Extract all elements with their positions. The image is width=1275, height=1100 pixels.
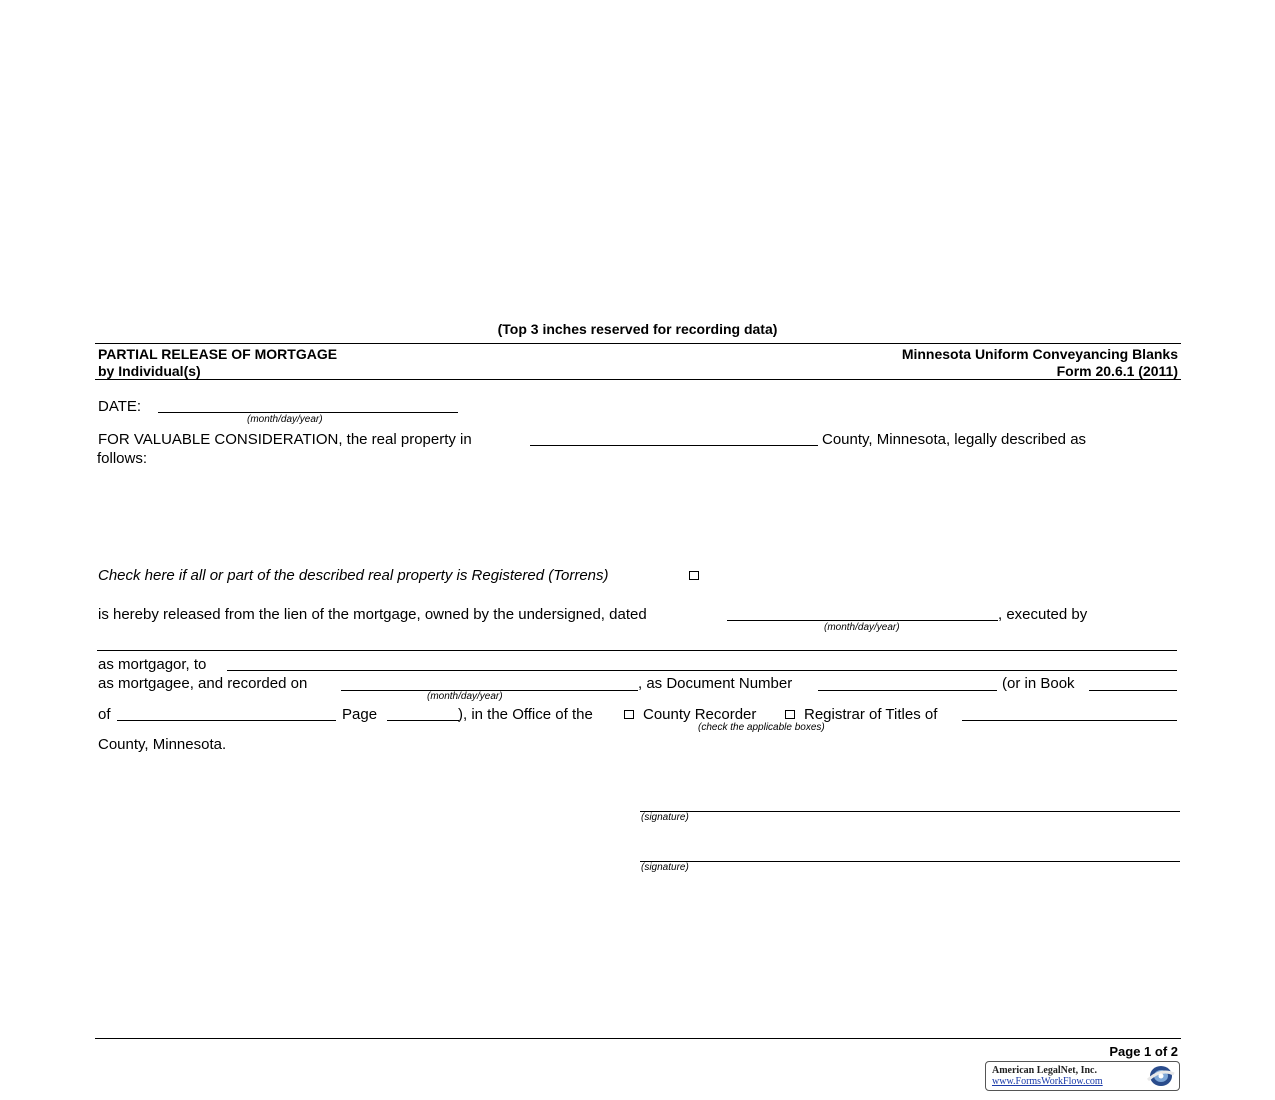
document-number-field[interactable]	[818, 690, 997, 691]
page-number: Page 1 of 2	[1109, 1044, 1178, 1059]
page-label: Page	[342, 706, 378, 723]
date-hint: (month/day/year)	[247, 414, 323, 425]
torrens-text: Check here if all or part of the described real property is Registered (Torrens)	[98, 567, 609, 584]
mortgagee-label: as mortgagee, and recorded on	[98, 675, 308, 692]
county-field[interactable]	[530, 445, 818, 446]
registrar-checkbox[interactable]	[785, 710, 795, 719]
executed-by-text: , executed by	[998, 606, 1088, 623]
book-label: (or in Book	[1002, 675, 1075, 692]
registrar-county-field[interactable]	[962, 720, 1177, 721]
mortgage-date-field[interactable]	[727, 620, 998, 621]
consideration-follows: follows:	[97, 450, 148, 467]
registrar-label: Registrar of Titles of	[804, 706, 938, 723]
consideration-county-text: County, Minnesota, legally described as	[822, 431, 1087, 448]
header-top-rule	[95, 343, 1181, 344]
form-title: PARTIAL RELEASE OF MORTGAGE	[98, 346, 338, 362]
county-minnesota-text: County, Minnesota.	[98, 736, 227, 753]
logo-url-link[interactable]: www.FormsWorkFlow.com	[992, 1076, 1103, 1087]
office-text: ), in the Office of the	[458, 706, 593, 723]
mortgage-date-hint: (month/day/year)	[824, 622, 900, 633]
torrens-checkbox[interactable]	[689, 571, 699, 580]
globe-icon	[1145, 1064, 1175, 1088]
document-number-label: , as Document Number	[638, 675, 793, 692]
header-bottom-rule	[95, 379, 1181, 380]
footer-rule	[95, 1038, 1181, 1039]
recorded-date-hint: (month/day/year)	[427, 691, 503, 702]
date-label: DATE:	[98, 398, 142, 415]
signature-line-2[interactable]	[640, 861, 1180, 862]
form-number: Form 20.6.1 (2011)	[1056, 363, 1178, 379]
signature-hint-1: (signature)	[641, 812, 689, 823]
of-label: of	[98, 706, 111, 723]
date-field[interactable]	[158, 412, 458, 413]
mortgagor-label: as mortgagor, to	[98, 656, 207, 673]
signature-hint-2: (signature)	[641, 862, 689, 873]
book-field[interactable]	[1089, 690, 1177, 691]
page-field[interactable]	[387, 720, 459, 721]
county-recorder-label: County Recorder	[643, 706, 757, 723]
check-boxes-hint: (check the applicable boxes)	[698, 722, 825, 733]
forms-workflow-logo[interactable]	[985, 1061, 1180, 1091]
county-recorder-checkbox[interactable]	[624, 710, 634, 719]
release-text: is hereby released from the lien of the mortgage, owned by the undersigned, dated	[98, 606, 647, 623]
logo-company-name: American LegalNet, Inc.	[992, 1065, 1097, 1076]
signature-line-1[interactable]	[640, 811, 1180, 812]
form-subtitle: by Individual(s)	[98, 363, 201, 379]
mortgagee-name-field[interactable]	[227, 670, 1177, 671]
executed-by-field[interactable]	[97, 650, 1177, 651]
consideration-text: FOR VALUABLE CONSIDERATION, the real property in	[98, 431, 472, 448]
recording-data-note: (Top 3 inches reserved for recording data)	[497, 321, 778, 337]
form-source: Minnesota Uniform Conveyancing Blanks	[901, 346, 1178, 362]
book-of-field[interactable]	[117, 720, 336, 721]
